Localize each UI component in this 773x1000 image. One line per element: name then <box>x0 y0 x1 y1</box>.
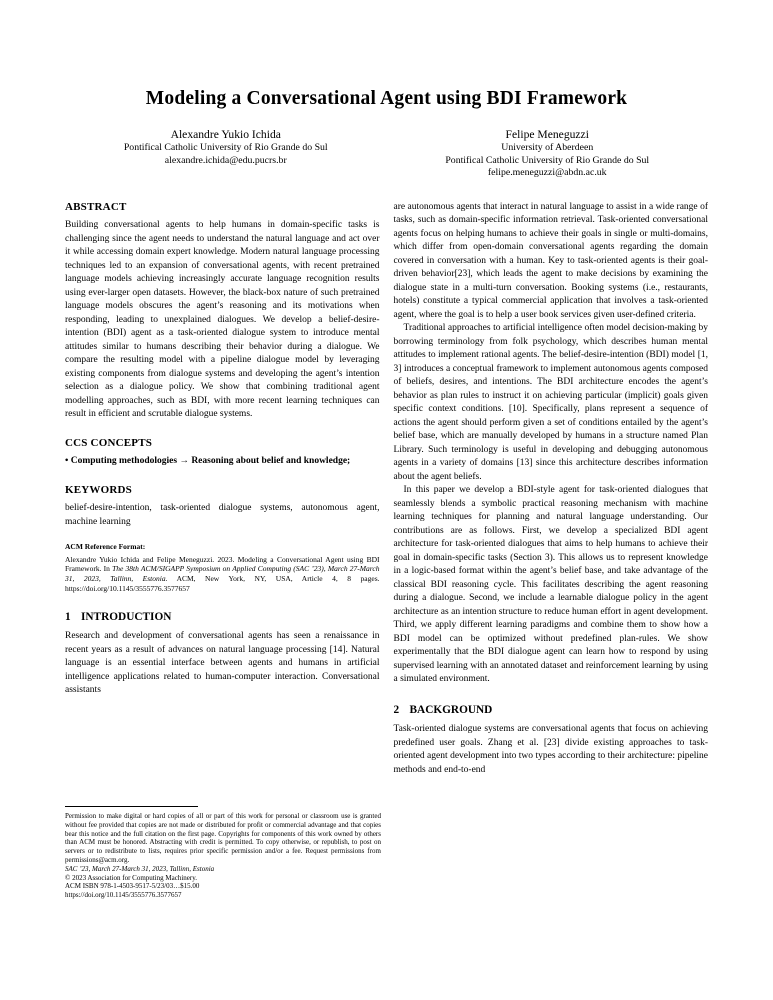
abstract-heading: ABSTRACT <box>65 200 127 213</box>
acm-ref-venue: The 38th ACM/SIGAPP Symposium on Applied Computing (SAC ’23), March 27-March 31, 2023, Tallinn, Estonia. <box>65 564 380 584</box>
background-text: Task-oriented dialogue systems are conversational agents that focus on achieving predefined user goals. Zhang et al. [23] divide existing approaches to task-oriented agent development into two types according to their architecture: pipeline methods and end-to-end <box>393 724 708 775</box>
author-block <box>65 127 708 180</box>
author-name: Alexandre Yukio Ichida <box>170 128 281 141</box>
acm-ref-part3: ACM, New York, NY, USA, Article 4, 8 pages. https://doi.org/10.1145/3555776.3577657 <box>65 574 380 593</box>
footnote-permission-text: Permission to make digital or hard copies of all or part of this work for personal or classroom use is granted without fee provided that copies are not made or distributed for profit or commercial advantage and that copies bear this notice and the full citation on the first page. Copyrights for components of this work owned by others than ACM must be honored. Abstracting with credit is permitted. To copy otherwise, or republish, to post on servers or to redistribute to lists, requires prior specific permission and/or a fee. Request permissions from permissions@acm.org. <box>65 812 381 864</box>
ccs-heading: CCS CONCEPTS <box>65 436 153 449</box>
ccs-concept: Computing methodologies <box>70 456 178 467</box>
author-email: alexandre.ichida@edu.pucrs.br <box>164 154 287 166</box>
body-paragraph: are autonomous agents that interact in natural language to assist in a wide range of tasks, such as domain-specific information retrieval. Task-oriented conversational agents focus on helping humans to achieve their goals in single or multi-domains, which differ from open-domain conversational agents regarding the domain covered in conversation with a human. Key to task-oriented agents is their goal-driven behavior[23], which leads the agent to make decisions by examining the dialogue state in a multi-turn conversation. Booking systems (i.e., restaurants, hotels) constitute a typical commercial application that involves a task-oriented agent, where the goal is to help a user book services given user-defined criteria. <box>393 201 708 320</box>
keywords-text: belief-desire-intention, task-oriented dialogue systems, autonomous agent, machine learning <box>65 503 380 527</box>
copyright-footnote <box>65 806 381 900</box>
section-title: INTRODUCTION <box>81 610 172 623</box>
footnote-conference: SAC ’23, March 27-March 31, 2023, Tallinn, Estonia <box>65 864 215 873</box>
footnote-copyright: © 2023 Association for Computing Machinery. <box>65 873 198 882</box>
acm-ref-part1: Alexandre Yukio Ichida and Felipe Meneguzzi. 2023. Modeling a Conversational Agent using BDI Framework. In <box>65 554 380 574</box>
introduction-text: Research and development of conversational agents has seen a renaissance in recent years as a result of advances on natural language processing [14]. Natural language is an essential interface between agents and humans in artificial intelligence applications related to human-computer interaction. Conversational assistants <box>65 631 380 696</box>
keywords-heading: KEYWORDS <box>65 483 132 496</box>
author-name: Felipe Meneguzzi <box>505 128 589 141</box>
abstract-text: Building conversational agents to help humans in domain-specific tasks is challenging since the agent needs to understand the natural language and act over it while accessing domain expert knowledge. Modern natural language processing techniques led to an expansion of conversational agents, with recent pretrained language models achieving increasingly accurate language recognition results using ever-larger open datasets. However, the black-box nature of such pretrained language models obscures the agent’s reasoning and its motivations when responding, leading to unexplained dialogues. We develop a belief-desire-intention (BDI) agent as a task-oriented dialogue system to introduce mental attitudes similar to humans describing their behavior during a dialogue. We compare the resulting model with a pipeline dialogue model by leveraging existing components from dialogue systems and developing the agent’s intention selection as a dialogue policy. We show that combining traditional agent modelling approaches, such as BDI, with more recent learning techniques can result in efficient and scrutable dialogue systems. <box>65 220 380 420</box>
author-affiliation: Pontifical Catholic University of Rio Grande do Sul <box>445 154 650 166</box>
section-number: 2 <box>393 703 400 716</box>
body-paragraph: In this paper we develop a BDI-style agent for task-oriented dialogues that seamlessly blends a symbolic practical reasoning mechanism with machine learning techniques for planning and natural language understanding. Our contributions are as follows. First, we develop a specialized BDI agent architecture for task-oriented dialogues that aims to help humans to achieve their goal in domain-specific tasks (Section 3). This allows us to represent knowledge in a logic-based format within the agent’s belief base, and take advantage of the classical BDI reasoning cycle. This facilitates describing the agent reasoning during a dialogue. Second, we include a learnable dialogue policy in the agent architecture as an intention structure to reduce human effort in agent development. Third, we apply different learning paradigms and combine them to show how a BDI model can be optimized without predefined plan-rules. We show experimentally that the BDI dialogue agent can learn how to respond by using supervised learning with an annotated dataset and reinforcement learning by using a simulated environment. <box>393 485 708 685</box>
author-2 <box>387 127 709 180</box>
footnote-isbn: ACM ISBN 978-1-4503-9517-5/23/03…$15.00 <box>65 882 200 891</box>
section-heading-introduction <box>65 611 380 625</box>
acm-reference-heading: ACM Reference Format: <box>65 542 146 552</box>
author-email: felipe.meneguzzi@abdn.ac.uk <box>487 167 607 179</box>
ccs-bullet: • <box>65 456 69 467</box>
section-number: 1 <box>65 610 71 623</box>
author-affiliation: Pontifical Catholic University of Rio Grande do Sul <box>123 142 328 153</box>
paper-title: Modeling a Conversational Agent using BDI Framework <box>145 88 628 109</box>
footnote-doi: https://doi.org/10.1145/3555776.3577657 <box>65 891 182 900</box>
author-1 <box>65 127 387 180</box>
acm-reference-text <box>65 555 380 594</box>
body-paragraph: Traditional approaches to artificial intelligence often model decision-making by borrowing terminology from folk psychology, which describes human mental attitudes to implement rational agents. The belief-desire-intention (BDI) model [1, 3] introduces a conceptual framework to implement autonomous agents composed of beliefs, desires, and intentions. The BDI architecture encodes the agent’s behavior as plan rules to instruct it on achieving particular (implicit) goals given specific context conditions. [10]. Specifically, plans represent a sequence of actions the agent should perform given a set of conditions entailed by the agent’s belief base, which are manually developed by humans in a structure named Plan Library. Such terminology is useful in developing and debugging autonomous agents in a variety of domains [13] since this architecture describes information about the agent beliefs. <box>393 323 708 482</box>
section-heading-background <box>394 704 709 718</box>
footnote-rule <box>65 806 198 807</box>
section-title: BACKGROUND <box>409 703 493 716</box>
author-affiliation: University of Aberdeen <box>501 142 594 153</box>
ccs-subconcept: Reasoning about belief and knowledge; <box>191 456 351 467</box>
ccs-arrow: → <box>179 456 189 467</box>
ccs-text <box>65 455 380 469</box>
right-column <box>394 201 709 941</box>
